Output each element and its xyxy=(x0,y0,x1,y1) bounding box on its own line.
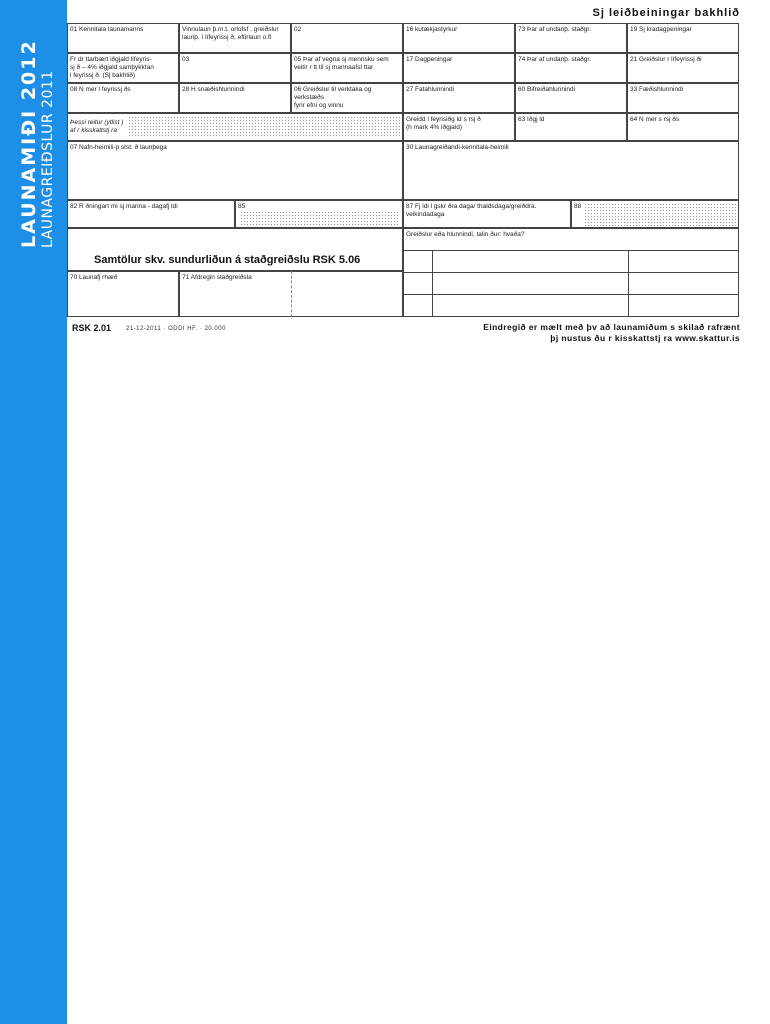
field-label: Greiðslur eða hlunnindi, talin ður: hvaða? xyxy=(406,231,525,238)
field-33[interactable] xyxy=(627,83,739,113)
field-19[interactable] xyxy=(627,23,739,53)
field-label: 07 Nafn-heimili-p stst. ð launþega xyxy=(70,144,167,151)
field-30-employer[interactable] xyxy=(403,141,739,200)
field-label: 19 Sj kradagpeningar xyxy=(630,26,692,33)
summary-heading: Samtölur skv. sundurliðun á staðgreiðslu RSK 5.06 xyxy=(94,254,361,266)
field-label: 87 Fj ldi l gskr ðra daga/ thaldsdaga/greiðdra. veikindadaga xyxy=(406,203,537,218)
field-label: Fr dr ttarbært iðgjald lífeyris- sj ð – 4% iðgjald samþykktan l feyrissj ð. (Sj bakhlið) xyxy=(70,56,154,79)
row-divider xyxy=(404,294,738,295)
field-label: 88 xyxy=(574,203,582,210)
field-label: Þessi reitur (ytlist ) af r kisskattstj ra xyxy=(70,119,124,134)
row-divider xyxy=(404,272,738,273)
field-fradrattarbaert xyxy=(67,53,179,83)
column-divider xyxy=(628,250,629,316)
dotted-area xyxy=(240,211,400,226)
field-02[interactable] xyxy=(291,23,403,53)
field-87[interactable] xyxy=(403,200,571,228)
row-divider xyxy=(404,250,738,251)
field-64[interactable] xyxy=(627,113,739,141)
field-27[interactable] xyxy=(403,83,515,113)
summary-heading-box xyxy=(67,228,403,271)
field-08[interactable] xyxy=(67,83,179,113)
field-label: 30 Launagreiðandi-kennitala-heimili xyxy=(406,144,509,151)
field-label: 70 Launafj rhæð xyxy=(70,274,118,281)
field-70[interactable] xyxy=(67,271,179,317)
column-divider xyxy=(432,250,433,316)
field-label: 33 Fæðishlunnindi xyxy=(630,86,684,93)
field-label: 16 kutækjastyrkur xyxy=(406,26,458,33)
dotted-area xyxy=(584,203,736,226)
form-code: RSK 2.01 xyxy=(72,323,112,333)
print-info: 21-12-2011 · ODDI HF. · 20.000 xyxy=(126,326,226,332)
field-17[interactable] xyxy=(403,53,515,83)
field-28[interactable] xyxy=(179,83,291,113)
field-05[interactable] xyxy=(291,53,403,83)
field-label: 85 xyxy=(238,203,246,210)
field-vinnulaun[interactable] xyxy=(179,23,291,53)
form-subtitle: LAUNAGREIÐSLUR 2011 xyxy=(40,70,56,248)
field-greidd-lifeyrisidgjold[interactable] xyxy=(403,113,515,141)
column-divider xyxy=(291,271,292,317)
field-label: 28 H snæðishlunnindi xyxy=(182,86,245,93)
field-label: 05 Þar af vegna sj mennsku sem veitir r tt til sj mannaafsl ttar xyxy=(294,56,389,71)
field-16[interactable] xyxy=(403,23,515,53)
field-label: 64 N mer s rsj ðs xyxy=(630,116,680,123)
field-label: 01 Kennitala launamanns xyxy=(70,26,144,33)
note-line-2: þj nustus ðu r kisskattstj ra www.skattur.is xyxy=(550,333,740,343)
field-63[interactable] xyxy=(515,113,627,141)
field-label: 03 xyxy=(182,56,190,63)
field-73[interactable] xyxy=(515,23,627,53)
field-label: 60 Bifreiðahlunnindi xyxy=(518,86,576,93)
field-60[interactable] xyxy=(515,83,627,113)
field-01-kennitala[interactable] xyxy=(67,23,179,53)
note-line-1: Eindregið er mælt með þv að launamiðum s skilað rafrænt xyxy=(483,322,740,332)
field-88[interactable] xyxy=(571,200,739,228)
field-label: 63 Iðgj ld xyxy=(518,116,545,123)
field-06[interactable] xyxy=(291,83,403,113)
field-label: 71 Afdregin staðgreiðsla xyxy=(182,274,252,281)
field-other-payments[interactable] xyxy=(403,228,739,317)
field-label: 82 R ðningart mi sj manna - dagafj ldi xyxy=(70,203,178,210)
field-label: 74 Þar af undanþ. staðgr. xyxy=(518,56,591,63)
field-label: 17 Dagpeningar xyxy=(406,56,453,63)
field-85[interactable] xyxy=(235,200,403,228)
field-label: 21 Greiðslur r lífeyrissj ði xyxy=(630,56,702,63)
field-21[interactable] xyxy=(627,53,739,83)
field-label: Vinnulaun þ.m.t. orlofsf , greiðslur launþ. í lífeyrissj ð, eftirlaun o.fl xyxy=(182,26,279,41)
field-74[interactable] xyxy=(515,53,627,83)
field-label: 27 Fatahlunnindi xyxy=(406,86,455,93)
field-label: Greidd l feyrisiðg ld s rsj ð (h mark 4% iðgjald) xyxy=(406,116,481,131)
field-82[interactable] xyxy=(67,200,235,228)
instructions-note: Sj leiðbeiningar bakhlið xyxy=(592,7,740,19)
field-label: 02 xyxy=(294,26,302,33)
form-title: LAUNAMIÐI 2012 xyxy=(18,39,40,248)
electronic-submission-note xyxy=(483,322,740,344)
field-reserved-rsk xyxy=(67,113,403,141)
field-label: 06 Greiðslur til verktaka og verkstæðs fyrir efni og vinnu xyxy=(294,86,372,109)
field-07-name-address[interactable] xyxy=(67,141,403,200)
field-03[interactable] xyxy=(179,53,291,83)
field-label: 73 Þar af undanþ. staðgr. xyxy=(518,26,591,33)
field-label: 08 N mer l feyrissj ðs xyxy=(70,86,131,93)
dotted-area xyxy=(128,116,400,138)
